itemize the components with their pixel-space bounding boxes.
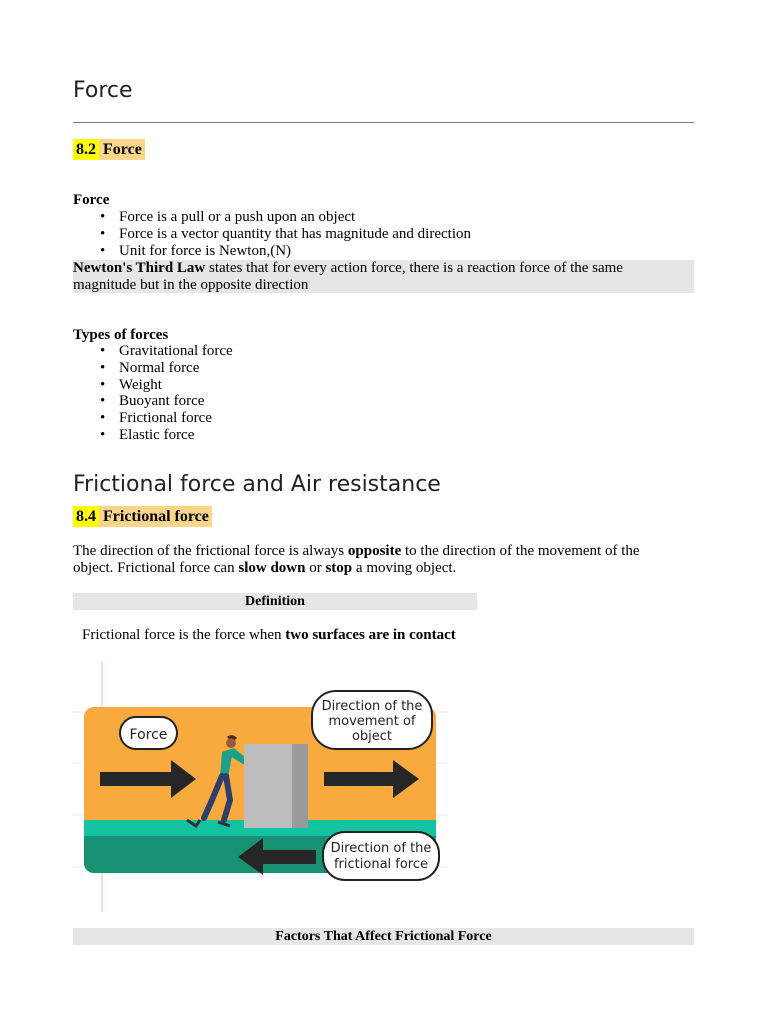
bullet-icon: • [100,242,106,259]
newton-law-line-2: magnitude but in the opposite direction [73,277,309,293]
section-badge-force [73,139,145,160]
definition-text: Frictional force is the force when two surfaces are in contact [82,627,456,643]
friction-label-line-2: frictional force [333,857,429,872]
section-badge-friction [73,506,212,527]
friction-section-title: Frictional force and Air resistance [73,472,441,497]
list-item: • Weight [100,376,162,393]
box-object [244,744,292,828]
definition-label: Definition [73,593,477,610]
newton-law-line-1: Newton's Third Law states that for every action force, there is a reaction force of the same [73,260,623,276]
section-name: Force [99,139,145,160]
motion-label-line-1: Direction of the [321,699,423,714]
section-number: 8.2 [73,139,99,160]
section-number: 8.4 [73,506,99,527]
list-item: • Frictional force [100,410,212,427]
bullet-icon: • [100,376,106,393]
force-label: Force [129,727,168,743]
bullet-icon: • [100,393,106,410]
motion-label-line-3: object [351,729,393,744]
types-list [73,343,233,444]
list-item: • Elastic force [100,426,195,443]
force-heading: Force [73,192,110,208]
bullet-icon: • [100,359,106,376]
bullet-icon: • [100,343,106,359]
friction-label-bubble [323,832,439,880]
bullet-icon: • [100,209,106,225]
list-item: • Buoyant force [100,393,205,410]
types-heading: Types of forces [73,327,169,343]
section-name: Frictional force [99,506,212,527]
list-item: • Normal force [100,359,200,376]
bullet-icon: • [100,410,106,427]
list-item: • Force is a pull or a push upon an object [100,209,356,225]
friction-label-line-1: Direction of the [330,841,432,856]
motion-label-line-2: movement of [328,714,416,729]
title-divider [73,122,694,123]
page-title: Force [73,78,133,103]
list-item: • Force is a vector quantity that has magnitude and direction [100,225,471,242]
friction-paragraph: The direction of the frictional force is always opposite to the direction of the movement of the object. Frictional force can slow down or stop a moving object. [73,543,640,576]
factors-heading: Factors That Affect Frictional Force [73,928,694,945]
newton-law-box [73,260,694,293]
list-item: • Gravitational force [100,343,233,359]
bullet-icon: • [100,225,106,242]
box-side [292,744,308,828]
force-bullet-list [73,209,471,259]
friction-diagram [70,660,450,915]
list-item: • Unit for force is Newton,(N) [100,242,292,259]
bullet-icon: • [100,426,106,443]
